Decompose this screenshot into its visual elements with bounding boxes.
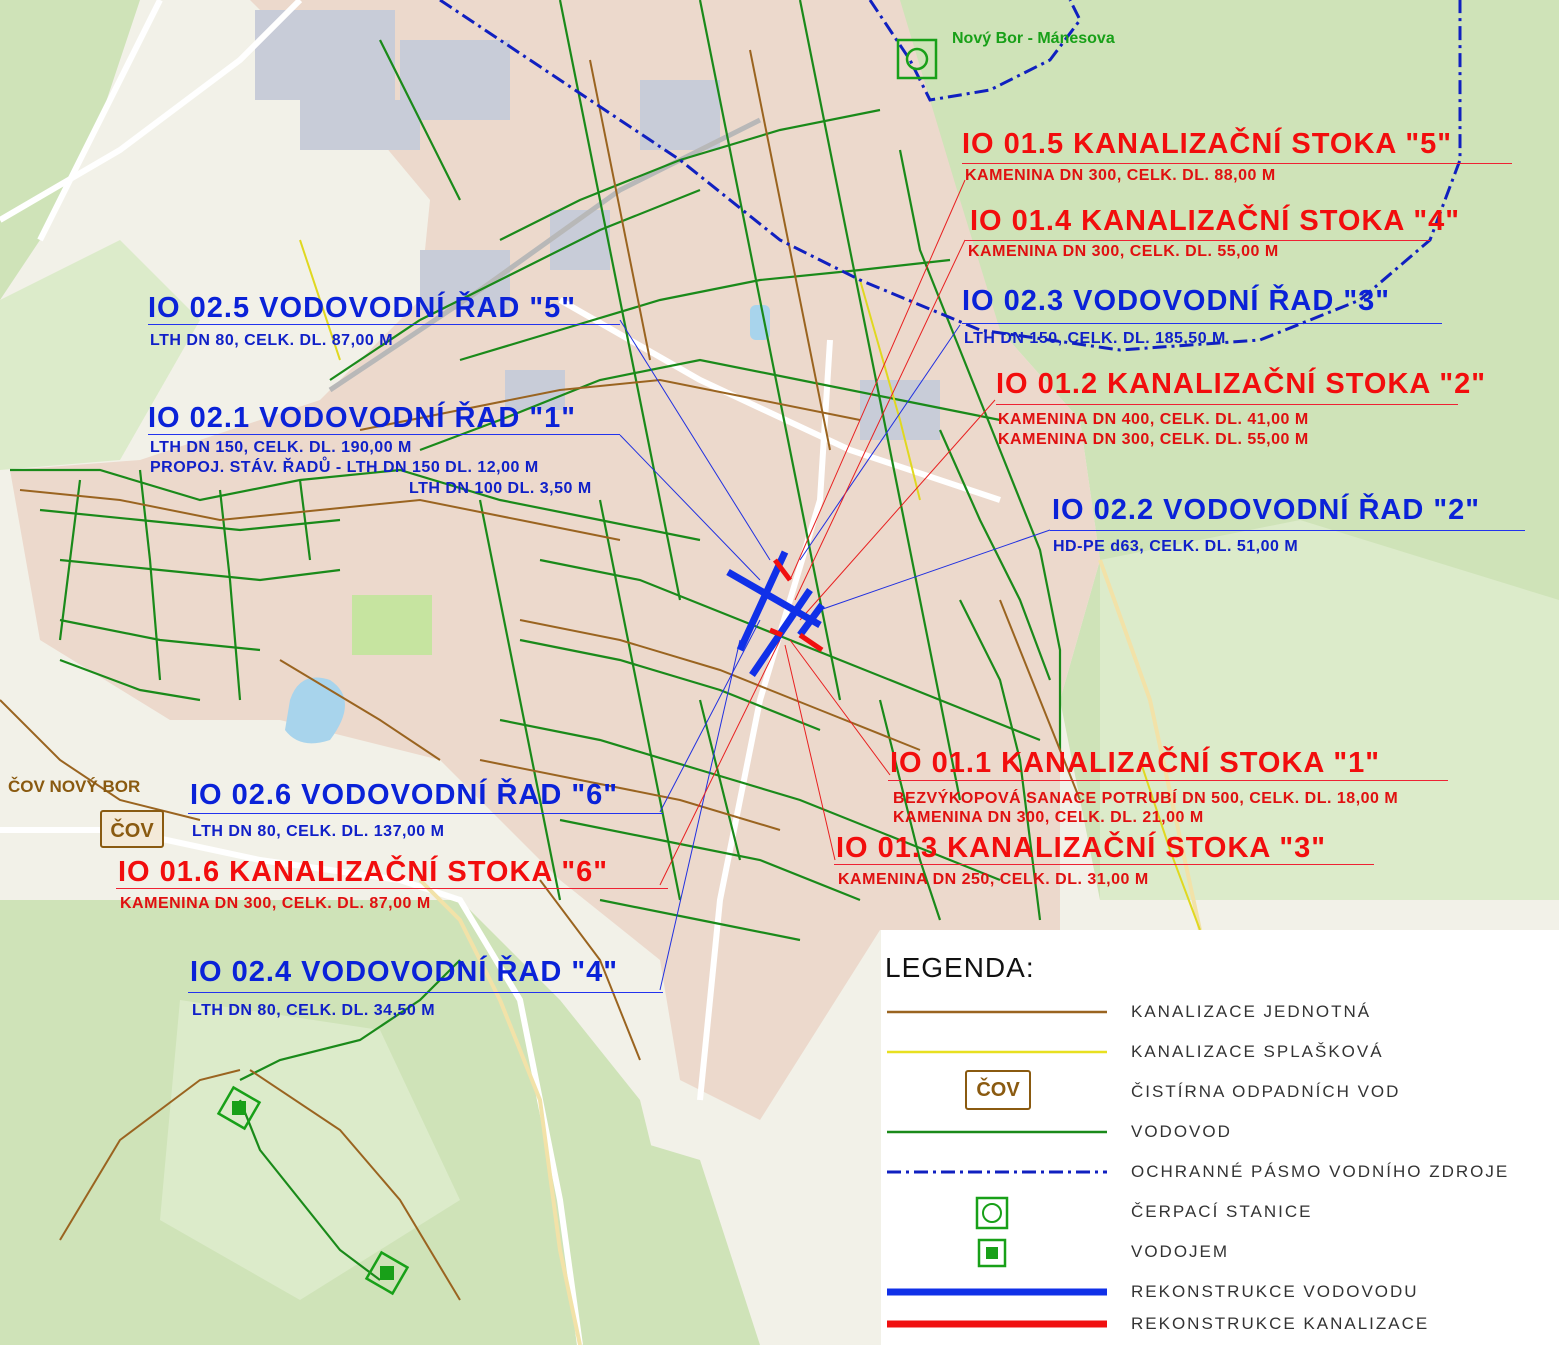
legend-text: OCHRANNÉ PÁSMO VODNÍHO ZDROJE [1131,1162,1510,1181]
label-io-02-5-line: LTH DN 80, CELK. DL. 87,00 M [150,332,394,349]
sewer-line-icon [885,992,1107,1032]
cov-badge: ČOV [100,810,164,848]
legend-text: VODOVOD [1131,1122,1232,1141]
label-io-02-6-line: LTH DN 80, CELK. DL. 137,00 M [192,823,445,840]
label-io-02-1-title: IO 02.1 VODOVODNÍ ŘAD "1" [148,402,576,434]
pump-station-icon [885,1192,1107,1232]
label-io-01-1-line-1: BEZVÝKOPOVÁ SANACE POTRUBÍ DN 500, CELK. DL. 18,00 M [893,790,1399,807]
label-io-01-3-title: IO 01.3 KANALIZAČNÍ STOKA "3" [836,832,1326,864]
underline [962,323,1442,324]
sewer-reconstruction-line-icon [885,1304,1107,1344]
sanitary-sewer-line-icon [885,1032,1107,1072]
underline [1050,530,1525,531]
underline [962,163,1512,164]
label-io-02-3-line: LTH DN 150, CELK. DL. 185,50 M [964,330,1226,347]
legend-item-kanalizace-jednotna [881,992,1559,1032]
label-io-02-3-title: IO 02.3 VODOVODNÍ ŘAD "3" [962,285,1390,317]
legend-title: LEGENDA: [885,952,1035,983]
label-io-02-4-line: LTH DN 80, CELK. DL. 34,50 M [192,1002,436,1019]
treatment-plant-icon [885,1072,1107,1112]
underline [116,888,668,889]
water-line-icon [885,1112,1107,1152]
legend-item-rekonstrukce-kanalizace [881,1304,1559,1344]
label-io-01-6-title: IO 01.6 KANALIZAČNÍ STOKA "6" [118,856,608,888]
label-io-02-2-title: IO 02.2 VODOVODNÍ ŘAD "2" [1052,494,1480,526]
label-io-01-1-title: IO 01.1 KANALIZAČNÍ STOKA "1" [890,747,1380,779]
legend-text: REKONSTRUKCE VODOVODU [1131,1282,1419,1301]
underline [996,404,1458,405]
place-label-manesova: Nový Bor - Mánesova [952,30,1115,47]
label-io-01-2-line-2: KAMENINA DN 300, CELK. DL. 55,00 M [998,431,1309,448]
label-io-02-6-title: IO 02.6 VODOVODNÍ ŘAD "6" [190,779,618,811]
legend-text: REKONSTRUKCE KANALIZACE [1131,1314,1430,1333]
label-io-01-1-line-2: KAMENINA DN 300, CELK. DL. 21,00 M [893,809,1204,826]
underline [188,813,663,814]
legend-item-ochranne-pasmo [881,1152,1559,1192]
legend-text: KANALIZACE JEDNOTNÁ [1131,1002,1372,1021]
label-io-02-1-line-2: PROPOJ. STÁV. ŘADŮ - LTH DN 150 DL. 12,00 M [150,459,539,476]
protection-zone-line-icon [885,1152,1107,1192]
label-io-01-5-title: IO 01.5 KANALIZAČNÍ STOKA "5" [962,128,1452,160]
underline [148,324,620,325]
label-io-01-5-line: KAMENINA DN 300, CELK. DL. 88,00 M [965,167,1276,184]
underline [965,240,1430,241]
legend-item-kanalizace-splaskova [881,1032,1559,1072]
label-io-01-2-line-1: KAMENINA DN 400, CELK. DL. 41,00 M [998,411,1309,428]
label-io-02-1-line-3: LTH DN 100 DL. 3,50 M [409,480,592,497]
label-io-01-2-title: IO 01.2 KANALIZAČNÍ STOKA "2" [996,368,1486,400]
label-io-01-4-title: IO 01.4 KANALIZAČNÍ STOKA "4" [970,205,1460,237]
cov-legend-badge: ČOV [965,1070,1031,1110]
underline [888,780,1448,781]
legend-text: ČISTÍRNA ODPADNÍCH VOD [1131,1082,1401,1101]
underline [148,434,620,435]
reservoir-icon [885,1232,1107,1272]
label-io-02-4-title: IO 02.4 VODOVODNÍ ŘAD "4" [190,956,618,988]
legend-item-cerpaci-stanice [881,1192,1559,1232]
label-io-01-3-line: KAMENINA DN 250, CELK. DL. 31,00 M [838,871,1149,888]
label-io-02-1-line-1: LTH DN 150, CELK. DL. 190,00 M [150,439,412,456]
legend-item-vodovod [881,1112,1559,1152]
legend-text: KANALIZACE SPLAŠKOVÁ [1131,1042,1384,1061]
place-label-cov: ČOV NOVÝ BOR [8,777,141,796]
legend-text: ČERPACÍ STANICE [1131,1202,1313,1221]
legend-item-cistirna [881,1072,1559,1112]
label-io-02-2-line: HD-PE d63, CELK. DL. 51,00 M [1053,538,1299,555]
label-io-01-4-line: KAMENINA DN 300, CELK. DL. 55,00 M [968,243,1279,260]
underline [834,864,1374,865]
label-io-01-6-line: KAMENINA DN 300, CELK. DL. 87,00 M [120,895,431,912]
legend-text: VODOJEM [1131,1242,1230,1261]
underline [188,992,663,993]
legend-item-vodojem [881,1232,1559,1272]
legend [881,930,1559,1345]
label-io-02-5-title: IO 02.5 VODOVODNÍ ŘAD "5" [148,292,576,324]
sport-field [352,595,432,655]
